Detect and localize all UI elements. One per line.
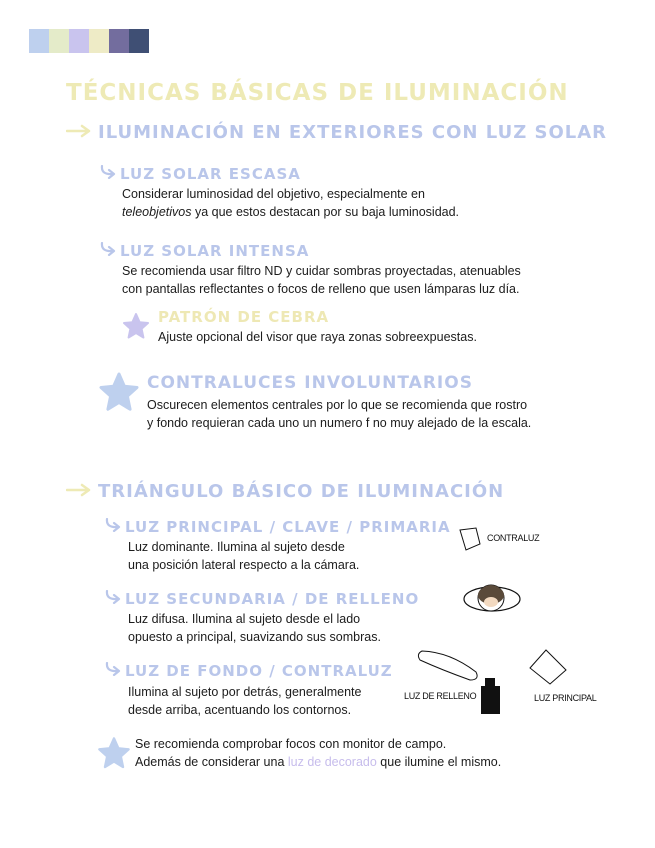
text-line: Se recomienda comprobar focos con monitor de campo. (135, 737, 447, 751)
contraluces-paragraph (147, 396, 531, 432)
camera-icon (481, 678, 500, 714)
escasa-paragraph (122, 185, 459, 221)
section-heading-text: ILUMINACIÓN EN EXTERIORES CON LUZ SOLAR (98, 122, 608, 143)
hook-arrow-icon (104, 518, 122, 532)
subheading-cebra: PATRÓN DE CEBRA (158, 308, 330, 326)
subheading-text: LUZ SECUNDARIA / DE RELLENO (125, 590, 420, 608)
subheading-fondo (104, 662, 393, 680)
text-line: una posición lateral respecto a la cámara. (128, 558, 360, 572)
section-heading-triangulo (66, 481, 504, 502)
text-line: y fondo requieran cada uno un numero f no muy alejado de la escala. (147, 416, 532, 430)
text-span: ya que estos destacan por su baja luminosidad. (191, 205, 460, 219)
italic-term: teleobjetivos (122, 205, 192, 219)
subheading-text: LUZ SOLAR ESCASA (120, 165, 301, 183)
text-line: Considerar luminosidad del objetivo, especialmente en (122, 187, 425, 201)
backlight-lamp-icon (460, 528, 480, 550)
star-icon (122, 312, 150, 340)
subheading-secundaria (104, 590, 419, 608)
subheading-intensa (99, 242, 309, 260)
hook-arrow-icon (99, 242, 117, 256)
subheading-contraluces: CONTRALUCES INVOLUNTARIOS (147, 373, 473, 393)
star-icon (96, 736, 132, 770)
text-span: Además de considerar una (135, 755, 288, 769)
text-line (122, 203, 459, 221)
text-line: Luz dominante. Ilumina al sujeto desde (128, 540, 345, 554)
subheading-principal (104, 518, 451, 536)
subheading-text: LUZ DE FONDO / CONTRALUZ (125, 662, 393, 680)
right-arrow-icon (66, 124, 92, 138)
subheading-text: LUZ PRINCIPAL / CLAVE / PRIMARIA (125, 518, 451, 536)
subject-head-icon (464, 585, 520, 611)
color-palette (29, 29, 149, 53)
swatch (129, 29, 149, 53)
swatch (109, 29, 129, 53)
secundaria-paragraph (128, 610, 381, 646)
key-light-lamp-icon (530, 650, 566, 684)
fondo-paragraph (128, 683, 361, 719)
closing-note (135, 735, 501, 771)
right-arrow-icon (66, 483, 92, 497)
section-heading-exteriores (66, 122, 607, 143)
highlight-term: luz de decorado (287, 755, 377, 769)
text-line: con pantallas reflectantes o focos de relleno que usen lámparas luz día. (122, 282, 520, 296)
label-principal: LUZ PRINCIPAL (534, 693, 597, 703)
swatch (89, 29, 109, 53)
hook-arrow-icon (104, 662, 122, 676)
fill-light-softbox-icon (418, 651, 477, 680)
swatch (49, 29, 69, 53)
label-contraluz: CONTRALUZ (487, 533, 540, 543)
text-span: que ilumine el mismo. (376, 755, 502, 769)
cebra-text: Ajuste opcional del visor que raya zonas sobreexpuestas. (158, 330, 477, 344)
subheading-escasa (99, 165, 301, 183)
text-line: Oscurecen elementos centrales por lo que se recomienda que rostro (147, 398, 528, 412)
text-line: Ilumina al sujeto por detrás, generalmente (128, 685, 362, 699)
star-icon (97, 371, 141, 413)
swatch (29, 29, 49, 53)
text-line: Se recomienda usar filtro ND y cuidar sombras proyectadas, atenuables (122, 264, 521, 278)
intensa-paragraph (122, 262, 521, 298)
section-heading-text: TRIÁNGULO BÁSICO DE ILUMINACIÓN (98, 481, 505, 502)
hook-arrow-icon (104, 590, 122, 604)
subheading-text: LUZ SOLAR INTENSA (120, 242, 310, 260)
page-title: TÉCNICAS BÁSICAS DE ILUMINACIÓN (66, 80, 569, 106)
text-line: Luz difusa. Ilumina al sujeto desde el lado (128, 612, 361, 626)
text-line: opuesto a principal, suavizando sus sombras. (128, 630, 381, 644)
hook-arrow-icon (99, 165, 117, 179)
principal-paragraph (128, 538, 359, 574)
text-line: desde arriba, acentuando los contornos. (128, 703, 352, 717)
lighting-diagram (400, 520, 600, 720)
text-line (135, 753, 501, 771)
swatch (69, 29, 89, 53)
label-relleno: LUZ DE RELLENO (404, 691, 477, 701)
